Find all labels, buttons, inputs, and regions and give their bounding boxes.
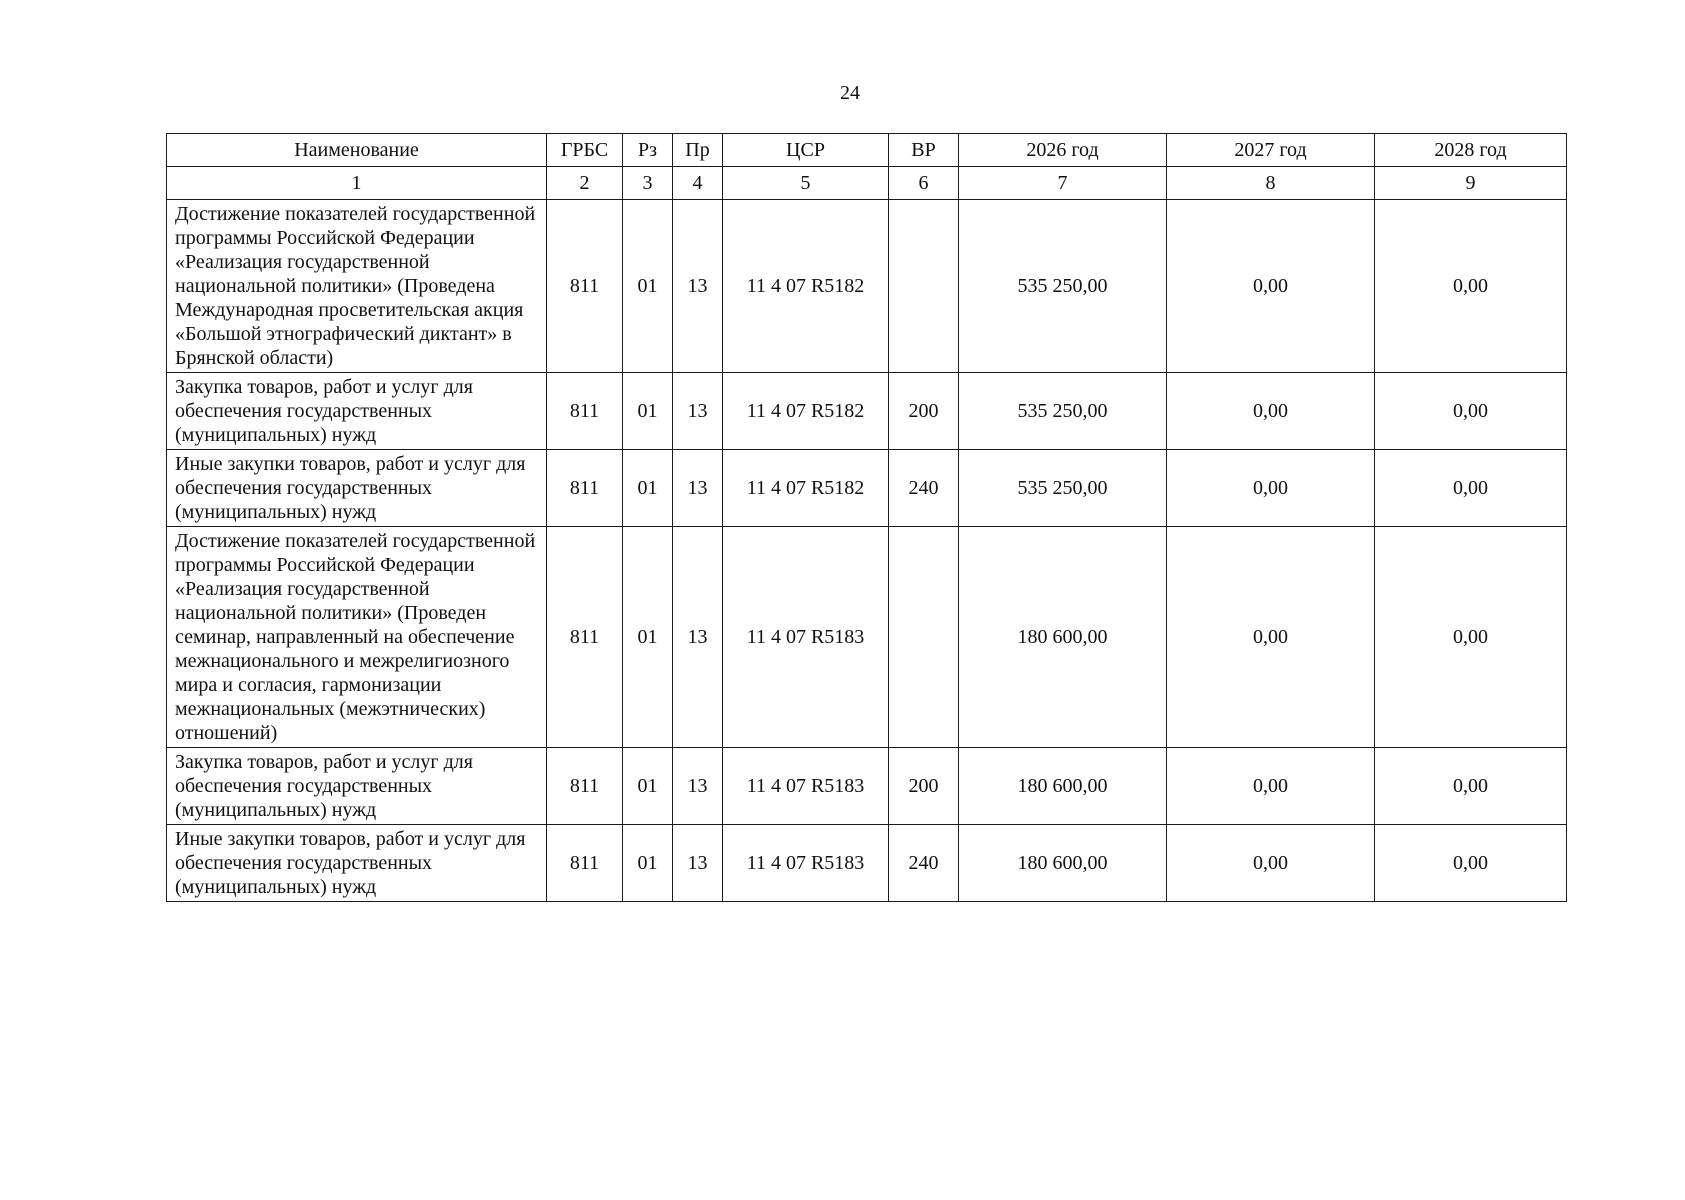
table-row [167,200,1567,373]
row-2026: 535 250,00 [959,450,1167,527]
row-csr: 11 4 07 R5183 [723,748,889,825]
row-grbs: 811 [547,825,623,902]
table-row [167,527,1567,748]
row-2026: 180 600,00 [959,527,1167,748]
row-2027: 0,00 [1167,200,1375,373]
column-number: 6 [889,167,959,200]
column-number: 5 [723,167,889,200]
column-number: 2 [547,167,623,200]
row-name: Иные закупки товаров, работ и услуг для обеспечения государственных (муниципальных) нужд [167,825,547,902]
column-number: 3 [623,167,673,200]
header-grbs: ГРБС [547,134,623,167]
row-rz: 01 [623,373,673,450]
header-rz: Рз [623,134,673,167]
table-row [167,450,1567,527]
header-2028: 2028 год [1375,134,1567,167]
row-2028: 0,00 [1375,825,1567,902]
row-2028: 0,00 [1375,450,1567,527]
row-grbs: 811 [547,748,623,825]
row-pr: 13 [673,825,723,902]
column-number: 7 [959,167,1167,200]
row-csr: 11 4 07 R5183 [723,527,889,748]
row-2028: 0,00 [1375,748,1567,825]
row-2027: 0,00 [1167,450,1375,527]
row-csr: 11 4 07 R5183 [723,825,889,902]
row-2026: 535 250,00 [959,200,1167,373]
row-pr: 13 [673,200,723,373]
header-csr: ЦСР [723,134,889,167]
row-vr: 200 [889,373,959,450]
header-pr: Пр [673,134,723,167]
row-2028: 0,00 [1375,200,1567,373]
row-rz: 01 [623,200,673,373]
row-pr: 13 [673,748,723,825]
row-2026: 180 600,00 [959,825,1167,902]
row-grbs: 811 [547,200,623,373]
column-number: 9 [1375,167,1567,200]
row-name: Достижение показателей государственной программы Российской Федерации «Реализация государственной национальной политики» (Проведена Международная просветительская акция «Большой этнографический диктант» в Брянской области) [167,200,547,373]
column-number: 8 [1167,167,1375,200]
column-number-row [167,167,1567,200]
row-vr: 200 [889,748,959,825]
row-grbs: 811 [547,450,623,527]
row-csr: 11 4 07 R5182 [723,373,889,450]
row-2027: 0,00 [1167,527,1375,748]
row-2026: 180 600,00 [959,748,1167,825]
header-2027: 2027 год [1167,134,1375,167]
row-2028: 0,00 [1375,373,1567,450]
row-rz: 01 [623,450,673,527]
row-pr: 13 [673,527,723,748]
row-grbs: 811 [547,373,623,450]
row-rz: 01 [623,748,673,825]
column-number: 4 [673,167,723,200]
table-row [167,373,1567,450]
row-name: Закупка товаров, работ и услуг для обеспечения государственных (муниципальных) нужд [167,373,547,450]
row-2028: 0,00 [1375,527,1567,748]
row-2026: 535 250,00 [959,373,1167,450]
row-csr: 11 4 07 R5182 [723,200,889,373]
table-row [167,825,1567,902]
row-name: Достижение показателей государственной программы Российской Федерации «Реализация государственной национальной политики» (Проведен семинар, направленный на обеспечение межнационального и межрелигиозного мира и согласия, гармонизации межнациональных (межэтнических) отношений) [167,527,547,748]
row-rz: 01 [623,527,673,748]
row-2027: 0,00 [1167,748,1375,825]
row-name: Иные закупки товаров, работ и услуг для обеспечения государственных (муниципальных) нужд [167,450,547,527]
row-2027: 0,00 [1167,373,1375,450]
row-2027: 0,00 [1167,825,1375,902]
row-pr: 13 [673,450,723,527]
row-grbs: 811 [547,527,623,748]
page-number: 24 [840,82,860,104]
table-row [167,748,1567,825]
column-number: 1 [167,167,547,200]
row-vr [889,200,959,373]
row-csr: 11 4 07 R5182 [723,450,889,527]
header-vr: ВР [889,134,959,167]
row-vr: 240 [889,450,959,527]
row-vr: 240 [889,825,959,902]
row-rz: 01 [623,825,673,902]
header-2026: 2026 год [959,134,1167,167]
budget-table [166,133,1567,902]
row-name: Закупка товаров, работ и услуг для обеспечения государственных (муниципальных) нужд [167,748,547,825]
table-header-row [167,134,1567,167]
header-name: Наименование [167,134,547,167]
row-vr [889,527,959,748]
row-pr: 13 [673,373,723,450]
